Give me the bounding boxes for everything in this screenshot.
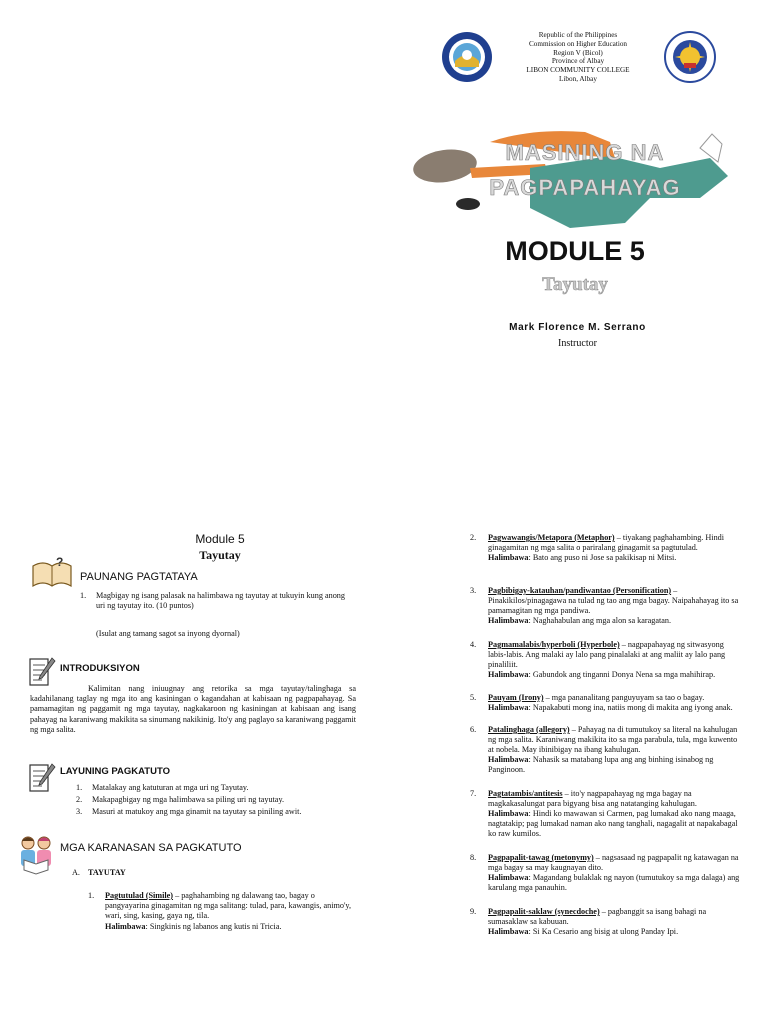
term: Pagtutulad (Simile) [105,891,174,900]
list-item-text: Makapagbigay ng mga halimbawa sa piling uri ng tayutay. [92,795,285,805]
example-text: : Nahasik sa matabang lupa ang ang binhing isinabog ng Panginoon. [488,755,714,774]
tayutay-item-1 [88,891,356,932]
tayutay-item-2 [470,533,740,563]
example-text: : Singkinis ng labanos ang kutis ni Tricia. [145,921,282,931]
term: Pagtatambis/antitesis [488,789,563,798]
term-description: – ito'y nagpapahayag ng mga bagay na magkakasalungat para bigyang bisa ang natatanging kahulugan. [488,789,697,808]
svg-text:?: ? [56,555,64,569]
list-item [76,795,356,805]
header-line: Republic of the Philippines [538,31,618,39]
cover-title-line1: MASINING NA [505,140,665,165]
tayutay-item-6 [470,725,740,775]
paunang-item [80,591,356,611]
list-item [76,783,356,793]
item-number: 3. [76,807,83,817]
example-text: : Si Ka Cesario ang bisig at ulong Panday Ipi. [528,927,679,936]
item-number: 1. [88,891,95,900]
header-line: Commission on Higher Education [528,39,628,48]
item-number: 2. [470,533,477,542]
term-description: – Pinakikilos/pinagagawa na tulad ng tao ang mga bagay. Naipahahayag ito sa pamamagitan ng mga pandiwa. [488,586,739,615]
karanasan-subheading [72,868,126,878]
list-item-text: Matalakay ang katuturan at mga uri ng Tayutay. [92,783,249,792]
item-number: 1. [76,783,83,792]
term-description: – nagpapahayag ng sitwasyong labis-labis. Ang malaki ay lalo pang pinalalaki at ang maliit ay lalo pang pinaliliit. [488,640,726,669]
example-label: Halimbawa [488,927,529,936]
term-description: – pagbanggit sa isang bahagi na sumasaklaw sa kabuuan. [488,907,707,926]
example-text: : Hindi ko mawawan si Carmen, pag lumakad ako nang maaga, nagtatakip; pag lumakad naman ako nang tanghali, nagagalit at napakabagal ko raw kumilos. [488,809,738,838]
example-label: Halimbawa [105,921,146,931]
header-line: LIBON COMMUNITY COLLEGE [526,66,630,75]
book-question-icon [30,554,74,592]
paunang-heading: PAUNANG PAGTATAYA [80,571,198,583]
paunang-note: (Isulat ang tamang sagot sa inyong dyornal) [96,629,240,638]
tayutay-item-3 [470,586,740,626]
header-line: Libon, Albay [559,74,597,83]
example-label: Halimbawa [488,755,529,764]
term: Pagmamalabis/hyperboli (Hyperbole) [488,640,620,649]
item-number: 6. [470,725,477,734]
example-label: Halimbawa [488,873,529,882]
author-role: Instructor [558,338,597,349]
cover-subtitle: Tayutay [542,274,608,295]
karanasan-heading: MGA KARANASAN SA PAGKATUTO [60,842,242,854]
term-description: – nagsasaad ng pagpapalit ng katawagan na mga bagay sa may kaugnayan dito. [488,853,739,872]
term-description: – Pahayag na di tumutukoy sa literal na kahulugan ng mga salita. Karaniwang makikita ito sa mga parabula, tula, mga kuwento at nobela. May ibinibigay na ibang kahulugan. [488,725,738,754]
tayutay-item-9 [470,907,740,937]
example-text: : Gabundok ang tinganni Donya Nena sa mga mahihirap. [528,670,716,679]
list-item [76,807,356,817]
term: Pauyam (Irony) [488,693,544,702]
paunang-text: Magbigay ng isang palasak na halimbawa ng tayutay at tukuyin kung anong uri ng tayutay ito. (10 puntos) [96,591,345,611]
term: Pagpapalit-tawag (metonymy) [488,853,594,862]
item-number: 9. [470,907,477,916]
example-label: Halimbawa [488,670,529,679]
item-number: 1. [80,591,87,600]
tayutay-item-5 [470,693,740,713]
page-subtitle: Tayutay [199,548,241,562]
introduksiyon-text: Kalimitan nang iniuugnay ang retorika sa mga tayutay/talinghaga sa kadahilanang taglay ng mga ito ang kasiningan o kagandahan at kabisaan ng pagpapahayag. Sa pamamagitan ng paggamit ng mga tayutay, nagkakaroon ng kasiningan at kabisaan ang isang pahayag na karaniwang makikita sa sinumang nakikinig. Ito'y ang paglayo sa karaniwang paggamit ng mga salita. [30,684,356,734]
term: Patalinghaga (allegory) [488,725,570,734]
students-reading-icon [16,834,56,876]
tayutay-item-8 [470,853,740,893]
item-number: 8. [470,853,477,862]
example-text: : Naghahabulan ang mga alon sa karagatan. [528,616,672,625]
tayutay-item-4 [470,640,740,680]
example-label: Halimbawa [488,703,529,712]
introduksiyon-heading: INTRODUKSIYON [60,663,140,674]
institution-header [498,31,658,84]
item-number: 7. [470,789,477,798]
notepad-pencil-icon [28,762,56,794]
term-description: – mga pananalitang panguyuyam sa tao o bagay. [543,693,705,702]
subheading-title: TAYUTAY [88,868,126,877]
term: Pagbibigay-katauhan/pandiwantao (Personification) [488,586,672,595]
item-letter: A. [72,868,80,877]
example-label: Halimbawa [488,553,529,562]
college-seal [441,31,493,83]
item-number: 5. [470,693,477,702]
layunin-list [76,783,356,818]
example-label: Halimbawa [488,809,529,818]
author-name: Mark Florence M. Serrano [509,322,646,333]
cover-title-line2: PAGPAPAHAYAG [489,175,681,200]
ched-seal [664,31,716,83]
example-text: : Napakabuti mong ina, natiis mong di makita ang iyong anak. [528,703,733,712]
term: Pagpapalit-saklaw (synecdoche) [488,907,600,916]
page-module-label: Module 5 [195,532,245,546]
term: Pagwawangis/Metapora (Metaphor) [488,533,615,542]
item-number: 3. [470,586,477,595]
item-number: 4. [470,640,477,649]
header-line: Region V (Bicol) [553,48,603,57]
item-number: 2. [76,795,83,805]
layunin-heading: LAYUNING PAGKATUTO [60,766,170,777]
example-text: : Bato ang puso ni Jose sa pakikisap ni Mitsi. [528,553,677,562]
header-line: Province of Albay [551,57,605,66]
module-number: MODULE 5 [505,236,645,266]
example-text: : Magandang bulaklak ng nayon (tumutukoy sa mga dalaga) ang karulang mga panauhin. [488,873,740,892]
term-description: – tiyakang paghahambing. Hindi ginagamitan ng mga salita o pariralang ginagamit sa pagtutulad. [488,533,725,552]
term-description: – paghahambing ng dalawang tao, bagay o pangyayarina ginagamitan ng mga salitang: tulad, para, kawangis, animo'y, wari, sing, kasing, gaya ng, tila. [105,891,352,921]
tayutay-item-7 [470,789,740,839]
list-item-text: Masuri at matukoy ang mga ginamit na tayutay sa piniling awit. [92,807,302,817]
example-label: Halimbawa [488,616,529,625]
